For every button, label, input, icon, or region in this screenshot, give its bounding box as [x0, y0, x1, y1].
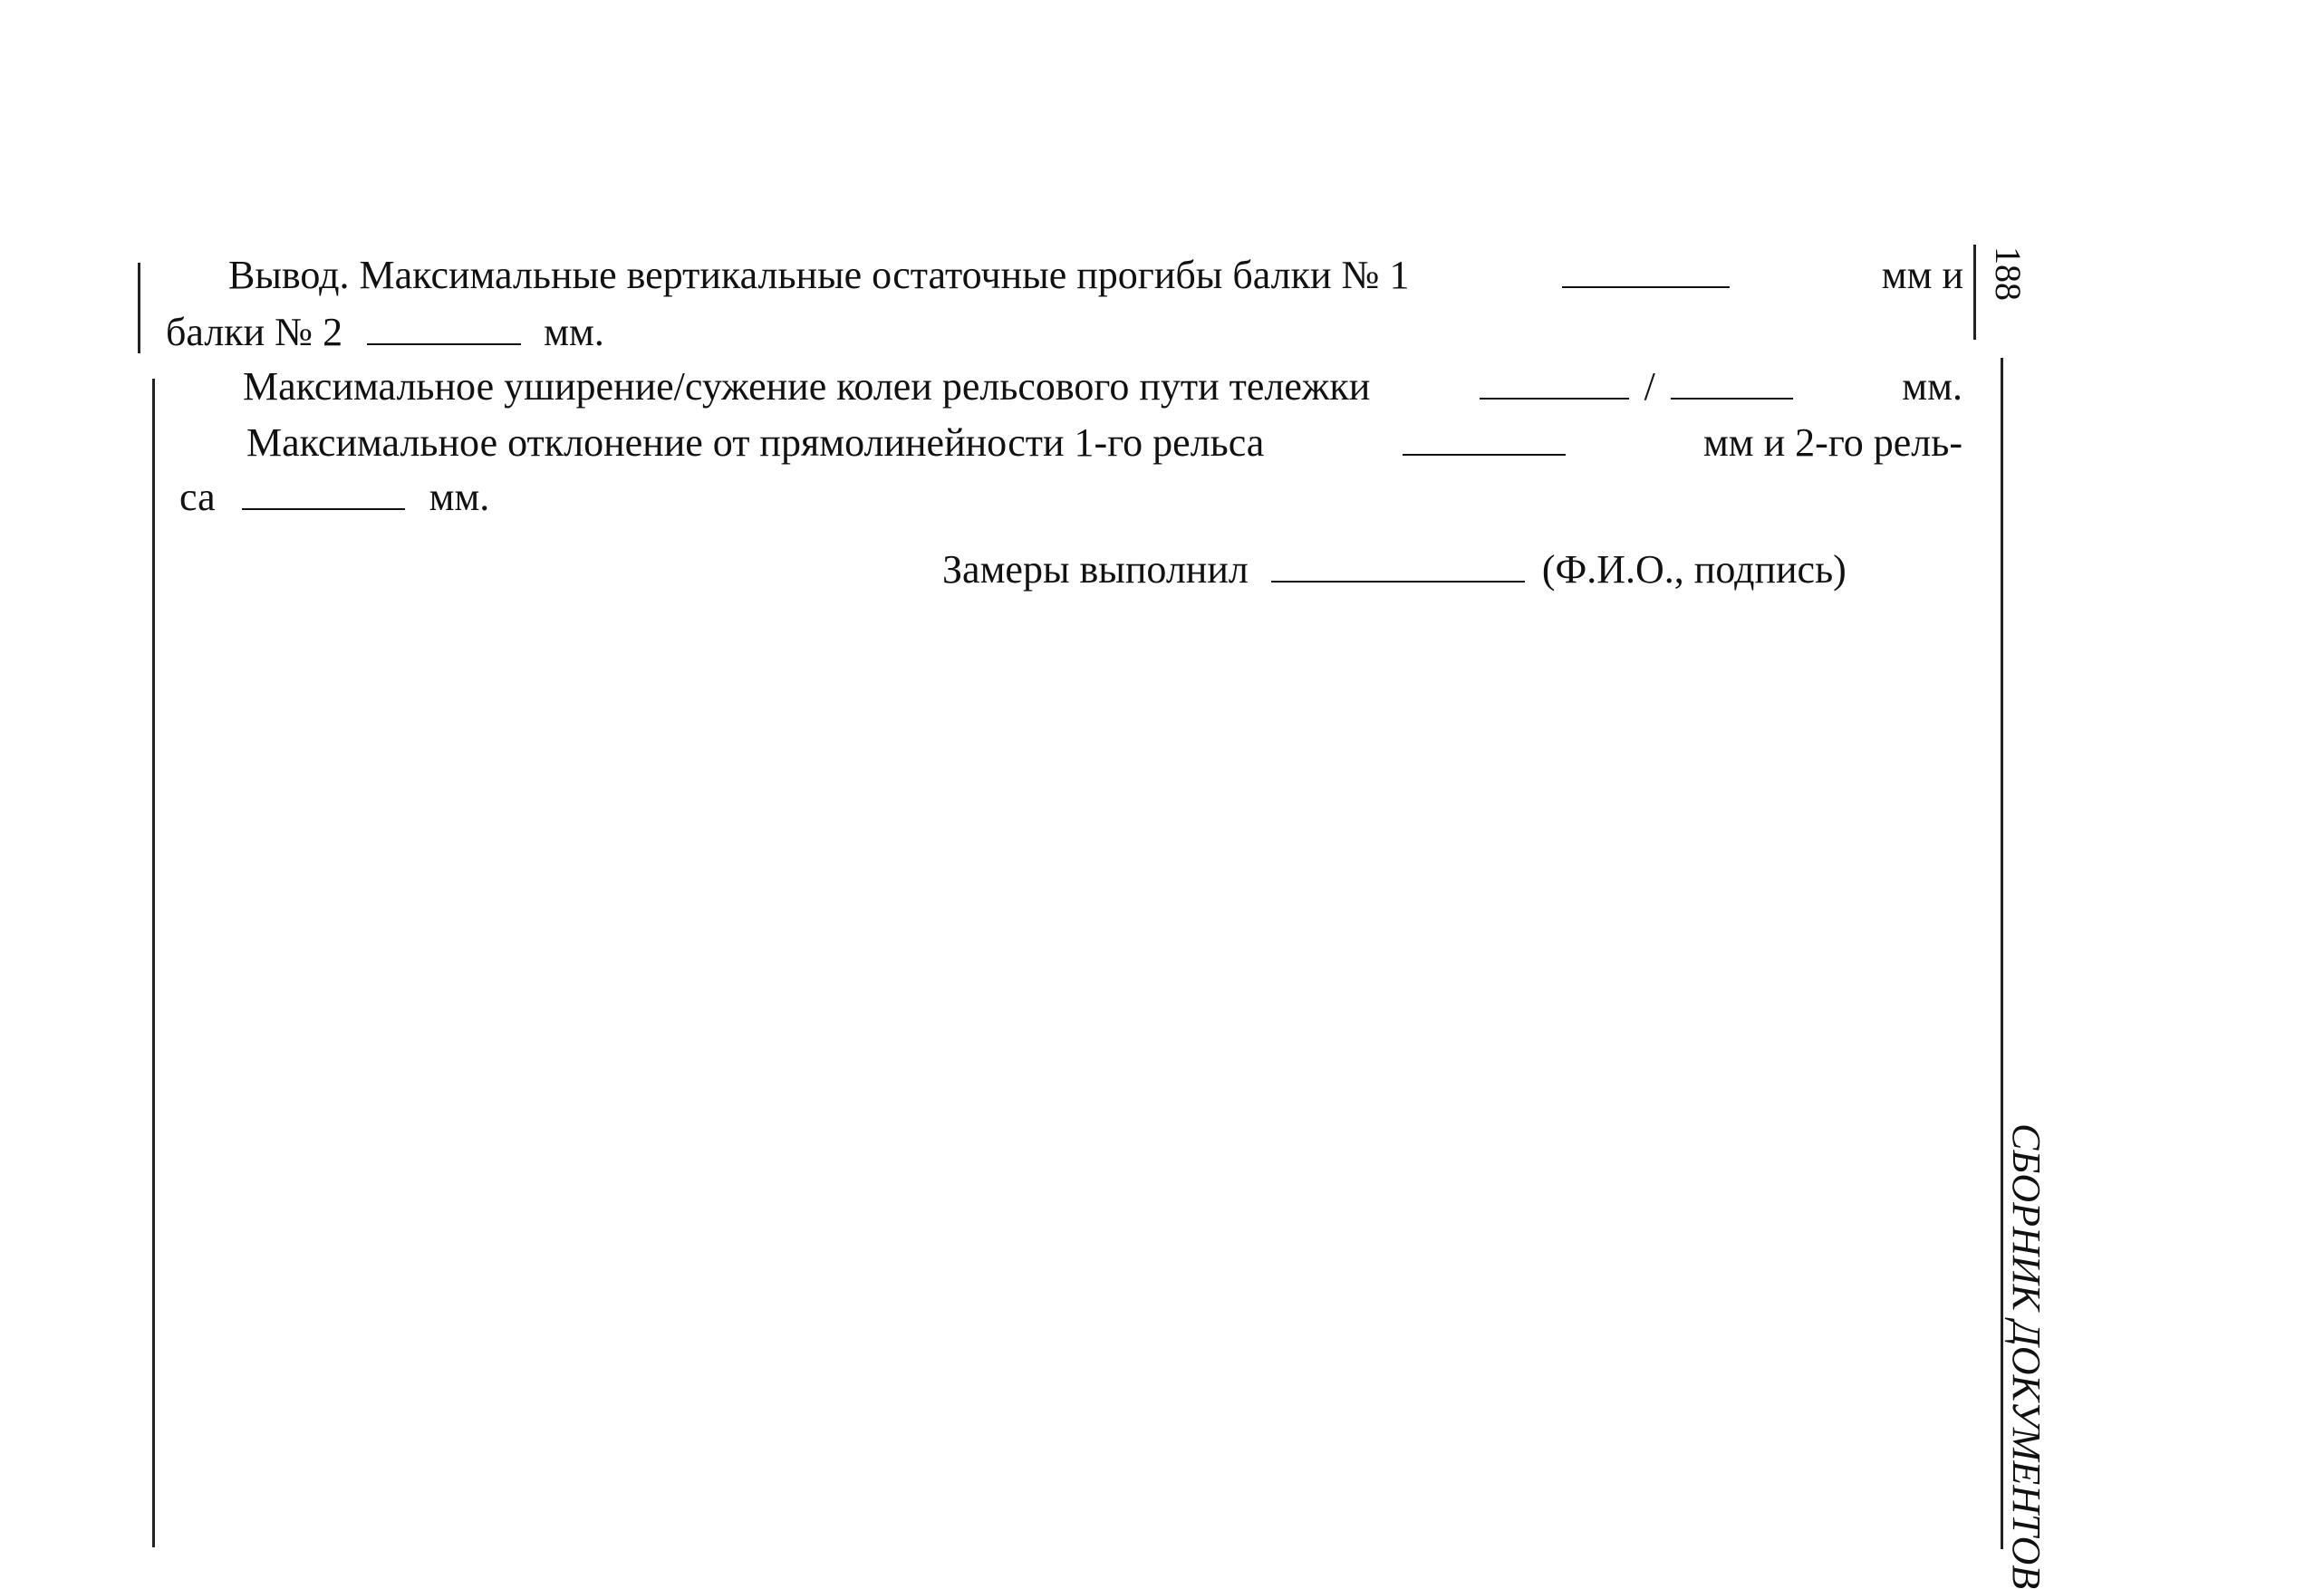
rail-1-straightness-field[interactable] [1403, 421, 1566, 456]
signature-note: (Ф.И.О., подпись) [1541, 547, 1847, 592]
right-margin-rule-top [1973, 245, 1976, 340]
straightness-text-2: са [179, 475, 216, 519]
conclusion-text-2: балки № 2 [166, 310, 343, 354]
gauge-unit: мм. [1902, 364, 1962, 409]
conclusion-line-2 [166, 306, 604, 359]
signature-line [942, 544, 1847, 596]
conclusion-line-1 [228, 249, 1963, 302]
gauge-widening-field[interactable] [1480, 365, 1629, 400]
side-caption: СБОРНИК ДОКУМЕНТОВ [2004, 1123, 2049, 1589]
straightness-unit-2: мм. [429, 475, 490, 519]
signature-field[interactable] [1271, 548, 1525, 583]
page-number: 188 [1988, 246, 2029, 301]
straightness-unit-1: мм и 2-го рель- [1702, 420, 1962, 465]
rail-2-straightness-field[interactable] [242, 476, 405, 510]
gauge-slash: / [1644, 364, 1655, 409]
straightness-line-1 [246, 417, 1962, 469]
gauge-narrowing-field[interactable] [1671, 365, 1793, 400]
left-margin-rule-top [138, 263, 140, 353]
conclusion-text-1: Вывод. Максимальные вертикальные остаточные прогибы балки № 1 [228, 253, 1410, 297]
signature-label: Замеры выполнил [942, 547, 1249, 592]
gauge-line [243, 361, 1962, 413]
straightness-line-2 [179, 471, 489, 524]
straightness-text-1: Максимальное отклонение от прямолинейности 1-го рельса [246, 420, 1265, 465]
gauge-text: Максимальное уширение/сужение колеи рельсового пути тележки [243, 364, 1371, 409]
beam-1-deflection-field[interactable] [1562, 254, 1730, 288]
beam-2-deflection-field[interactable] [367, 311, 521, 345]
conclusion-unit-1: мм и [1881, 253, 1963, 297]
left-margin-rule [152, 379, 155, 1547]
conclusion-unit-2: мм. [544, 310, 604, 354]
